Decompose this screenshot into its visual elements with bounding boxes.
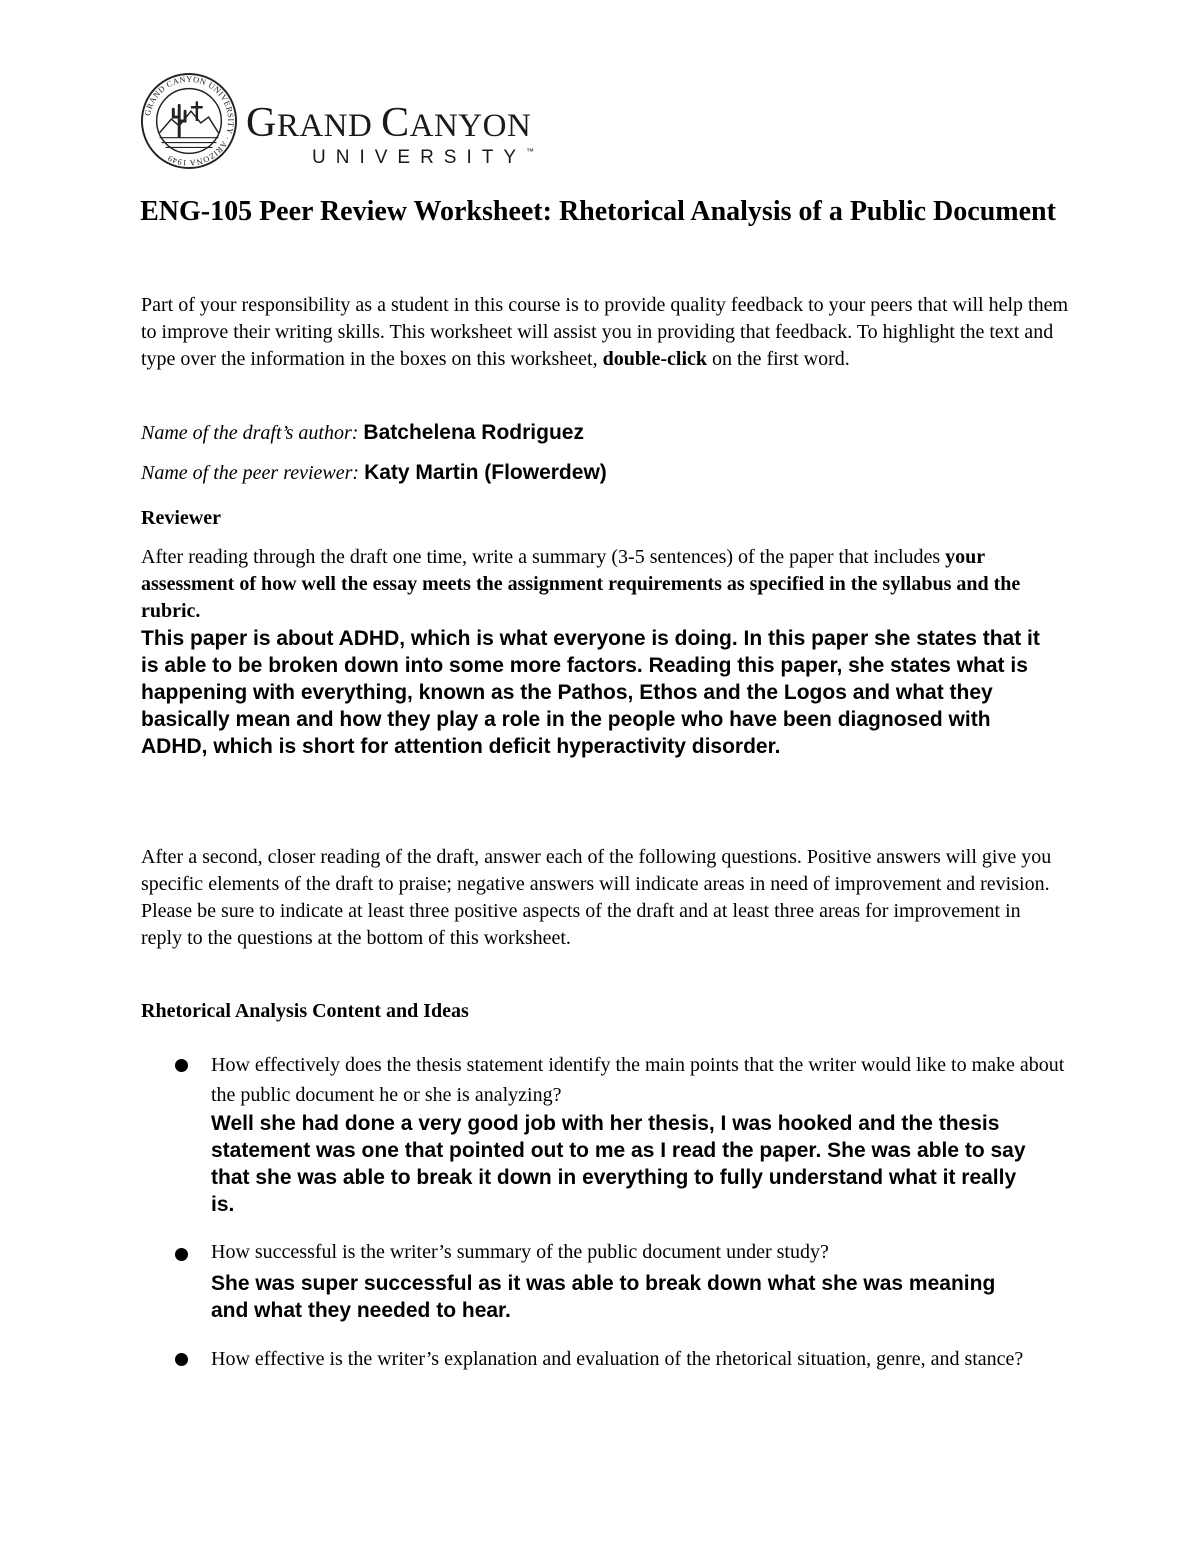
reviewer-field xyxy=(141,459,607,487)
university-seal-icon xyxy=(140,72,238,170)
question-item-summary xyxy=(175,1239,1075,1324)
reviewer-prompt: After reading through the draft one time, write a summary (3-5 sentences) of the paper that includes your assessment of how well the essay meets the assignment requirements as specified in the syllabus and the rubric. xyxy=(141,546,1021,622)
content-heading: Rhetorical Analysis Content and Ideas xyxy=(141,1000,469,1022)
bullet-icon xyxy=(175,1248,188,1261)
answer-box[interactable] xyxy=(211,1270,1011,1324)
author-label: Name of the draft’s author: xyxy=(141,422,359,444)
question-item-rhetorical-situation xyxy=(175,1344,1075,1374)
worksheet-title: ENG-105 Peer Review Worksheet: Rhetorical Analysis of a Public Document xyxy=(140,196,1056,227)
question-text: How effectively does the thesis statement identify the main points that the writer would like to make about the public document he or she is analyzing? xyxy=(211,1054,1065,1106)
question-item-thesis xyxy=(175,1050,1075,1218)
author-field xyxy=(141,419,584,447)
summary-answer: This paper is about ADHD, which is what everyone is doing. In this paper she states that it is able to be broken down into some more factors. Reading this paper, she states what is happening with everything, known as the Pathos, Ethos and the Logos and what they basically mean and how they play a role in the people who have been diagnosed with ADHD, which is short for attention deficit hyperactivity disorder. xyxy=(141,627,1040,758)
reviewer-value[interactable]: Katy Martin (Flowerdew) xyxy=(364,461,607,484)
reviewer-heading: Reviewer xyxy=(141,507,221,529)
question-text: How successful is the writer’s summary of the public document under study? xyxy=(211,1241,829,1263)
bullet-icon xyxy=(175,1059,188,1072)
seal-text: GRAND CANYON UNIVERSITY · ARIZONA 1949 xyxy=(143,74,236,168)
answer-text: Well she had done a very good job with her thesis, I was hooked and the thesis statement was one that pointed out to me as I read the paper. She was able to say that she was able to break it down in everything to fully understand what it really is. xyxy=(211,1112,1026,1216)
university-name-line2: UNIVERSITY™ xyxy=(312,147,535,168)
university-name-line1: GRAND CANYON xyxy=(246,100,532,146)
university-logo xyxy=(140,72,580,172)
answer-box[interactable] xyxy=(211,1110,1031,1218)
bullet-icon xyxy=(175,1353,188,1366)
question-text: How effective is the writer’s explanation and evaluation of the rhetorical situation, genre, and stance? xyxy=(211,1348,1024,1370)
answer-text: She was super successful as it was able to break down what she was meaning and what they needed to hear. xyxy=(211,1272,996,1322)
summary-answer-box[interactable] xyxy=(141,625,1056,760)
author-value[interactable]: Batchelena Rodriguez xyxy=(363,421,584,444)
reviewer-label: Name of the peer reviewer: xyxy=(141,462,360,484)
intro-paragraph: Part of your responsibility as a student in this course is to provide quality feedback to your peers that will help them to improve their writing skills. This worksheet will assist you in providing that feedback. To highlight the text and type over the information in the boxes on this worksheet, double-click on the first word. xyxy=(141,294,1069,370)
second-reading-paragraph: After a second, closer reading of the draft, answer each of the following questions. Positive answers will give you specific elements of the draft to praise; negative answers will indicate areas in need of improvement and revision. Please be sure to indicate at least three positive aspects of the draft and at least three areas for improvement in reply to the questions at the bottom of this worksheet. xyxy=(141,846,1052,949)
